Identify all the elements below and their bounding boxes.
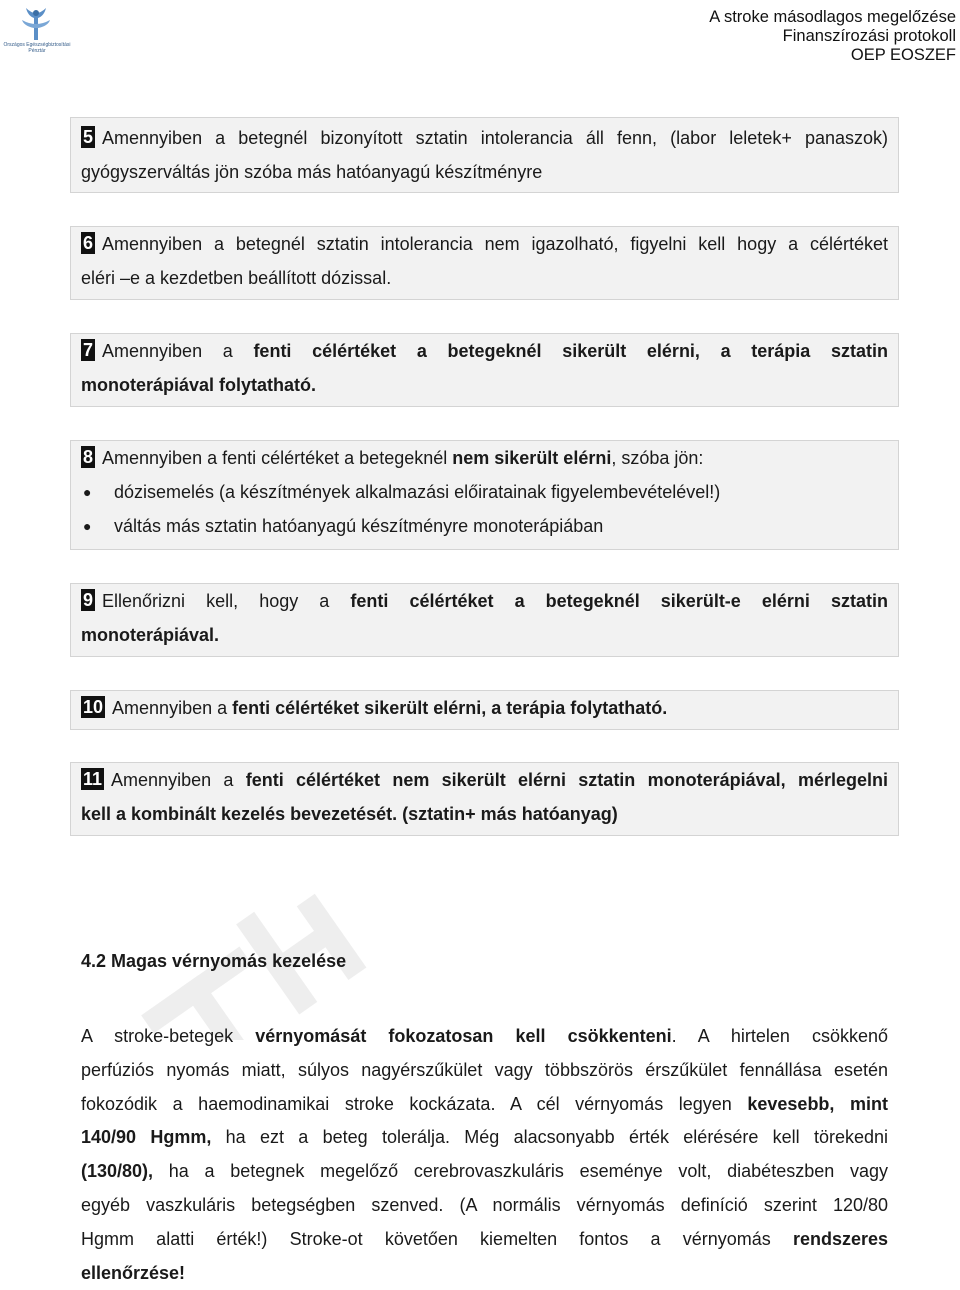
header-title: A stroke másodlagos megelőzése [709, 8, 956, 26]
paragraph-line: ellenőrzése! [81, 1262, 186, 1283]
step-9-line-2: monoterápiával. [81, 625, 220, 645]
protocol-step-8 [70, 440, 899, 550]
step-number: 8 [83, 447, 94, 467]
step-8-bullet-2: ● váltás más sztatin hatóanyagú készítményre monoterápiában [81, 509, 888, 543]
header-subtitle: Finanszírozási protokoll [782, 27, 956, 45]
step-number: 11 [83, 769, 103, 789]
protocol-step-6 [70, 226, 899, 300]
protocol-step-11 [70, 762, 899, 836]
step-number: 9 [83, 590, 94, 610]
paragraph-line: (130/80), ha a betegnek megelőző cerebrovaszkuláris eseménye volt, diabéteszben vagy [81, 1161, 888, 1182]
step-11-line-1: 11 Amennyiben a fenti célértéket nem sikerült elérni sztatin monoterápiával, mérlegelni [83, 769, 888, 790]
step-number: 7 [83, 340, 94, 360]
step-6-line-2: eléri –e a kezdetben beállított dózissal. [81, 268, 392, 288]
paragraph-line: fokozódik a haemodinamikai stroke kockázata. A cél vérnyomás legyen kevesebb, mint [81, 1093, 888, 1114]
step-8-line-1: 8 Amennyiben a fenti célértéket a betegeknél nem sikerült elérni, szóba jön: [83, 447, 704, 468]
page-header [709, 8, 956, 65]
step-7-line-1: 7 Amennyiben a fenti célértéket a betegeknél sikerült elérni, a terápia sztatin [83, 340, 888, 361]
step-11-line-2: kell a kombinált kezelés bevezetését. (sztatin+ más hatóanyag) [81, 804, 618, 824]
step-8-bullet-1: ● dózisemelés (a készítmények alkalmazási előiratainak figyelembevételével!) [81, 475, 888, 509]
header-organization: OEP EOSZEF [850, 46, 956, 64]
logo-caption: Országos Egészségbiztosítási Pénztár [3, 42, 71, 54]
bullet-icon: ● [83, 518, 92, 534]
paragraph-line: A stroke-betegek vérnyomását fokozatosan kell csökkenteni. A hirtelen csökkenő [81, 1026, 888, 1046]
paragraph-line: perfúziós nyomás miatt, súlyos nagyérszűkület vagy többszörös érszűkület fennállása esetén [81, 1059, 888, 1080]
bullet-icon: ● [83, 484, 92, 500]
step-number: 10 [83, 697, 104, 717]
step-5-line-1: 5 Amennyiben a betegnél bizonyított sztatin intolerancia áll fenn, (labor leletek+ panaszok) [83, 127, 888, 148]
step-10-line-1: 10 Amennyiben a fenti célértéket sikerült elérni, a terápia folytatható. [83, 697, 668, 718]
step-5-line-2: gyógyszerváltás jön szóba más hatóanyagú készítményre [81, 162, 543, 182]
protocol-step-7 [70, 333, 899, 407]
protocol-step-10 [70, 690, 899, 730]
paragraph-line: egyéb vaszkuláris betegségben szenved. (A normális vérnyomás definíció szerint 120/80 [81, 1194, 888, 1215]
step-number: 5 [83, 127, 94, 147]
step-9-line-1: 9 Ellenőrizni kell, hogy a fenti célértéket a betegeknél sikerült-e elérni sztatin [83, 590, 888, 611]
paragraph-line: 140/90 Hgmm, ha ezt a beteg tolerálja. Még alacsonyabb érték elérésére kell törekedni [81, 1127, 888, 1148]
step-7-line-2: monoterápiával folytatható. [81, 375, 317, 395]
section-heading: 4.2 Magas vérnyomás kezelése [81, 951, 347, 971]
protocol-step-5 [70, 117, 899, 193]
step-number: 6 [83, 233, 94, 253]
paragraph-line: Hgmm alatti érték!) Stroke-ot követően kiemelten fontos a vérnyomás rendszeres [81, 1228, 888, 1249]
section-paragraph [81, 1020, 888, 1290]
step-6-line-1: 6 Amennyiben a betegnél sztatin intolerancia nem igazolható, figyelni kell hogy a célértéket [83, 233, 888, 254]
protocol-step-9 [70, 583, 899, 657]
